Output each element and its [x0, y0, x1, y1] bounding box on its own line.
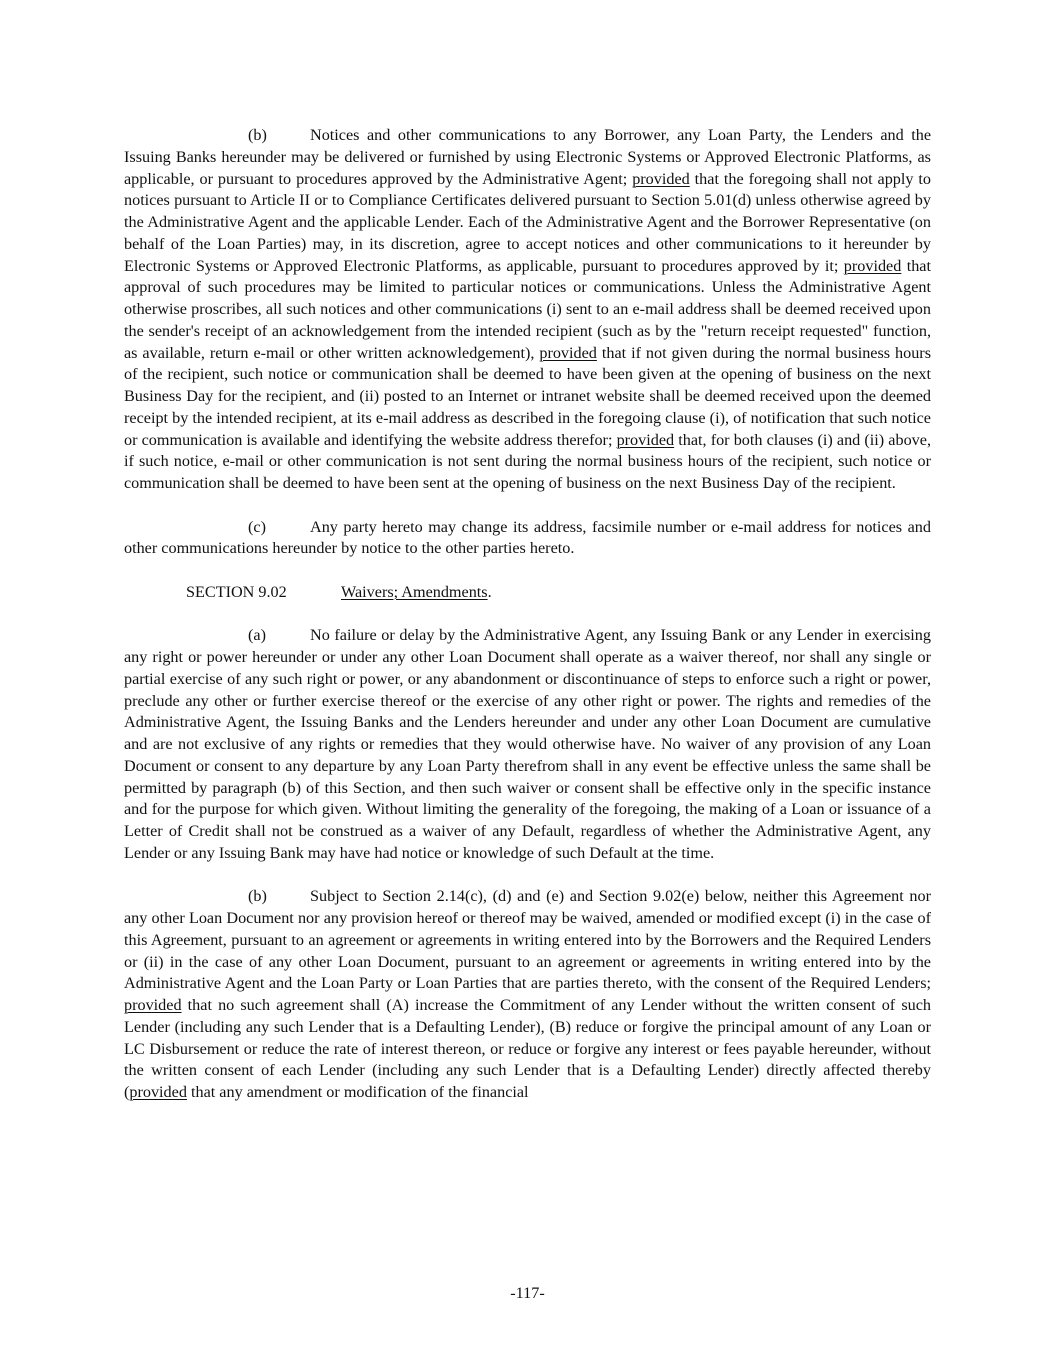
page-number: -117- [510, 1284, 545, 1302]
paragraph-label: (a) [248, 626, 266, 645]
provided-term: provided [843, 256, 902, 275]
provided-term: provided [539, 343, 597, 362]
section-heading: SECTION 9.02 Waivers; Amendments. [124, 582, 931, 604]
paragraph-amendments: (b) Subject to Section 2.14(c), (d) and (e) and Section 9.02(e) below, neither this Agreement nor any other Loan Document nor any provision hereof or thereof may be waived, amended or modified except (i) in the case of this Agreement, pursuant to an agreement or agreements in writing entered into by the Borrowers and the Required Lenders or (ii) in the case of any other Loan Document, pursuant to an agreement or agreements in writing entered into by the Administrative Agent and the Loan Party or Loan Parties that are parties thereto, with the consent of the Required Lenders; provided that no such agreement shall (A) increase the Commitment of any Lender without the written consent of such Lender (including any such Lender that is a Defaulting Lender), (B) reduce or forgive the principal amount of any Loan or LC Disbursement or reduce the rate of interest thereon, or reduce or forgive any interest or fees payable hereunder, without the written consent of each Lender (including any such Lender that is a Defaulting Lender) directly affected thereby (provided that any amendment or modification of the financial [124, 887, 931, 1101]
paragraph-notices-electronic: (b) Notices and other communications to any Borrower, any Loan Party, the Lenders and the Issuing Banks hereunder may be delivered or furnished by using Electronic Systems or Approved Electronic Platforms, as applicable, or pursuant to procedures approved by the Administrative Agent; provided that the foregoing shall not apply to notices pursuant to Article II or to Compliance Certificates delivered pursuant to Section 5.01(d) unless otherwise agreed by the Administrative Agent and the applicable Lender. Each of the Administrative Agent and the Borrower Representative (on behalf of the Loan Parties) may, in its discretion, agree to accept notices and other communications to it hereunder by Electronic Systems or Approved Electronic Platforms, as applicable, pursuant to procedures approved by it; provided that approval of such procedures may be limited to particular notices or communications. Unless the Administrative Agent otherwise proscribes, all such notices and other communications (i) sent to an e-mail address shall be deemed received upon the sender's receipt of an acknowledgement from the intended recipient (such as by the "return receipt requested" function, as available, return e-mail or other written acknowledgement), provided that if not given during the normal business hours of the recipient, such notice or communication shall be deemed to have been given at the opening of business on the next Business Day for the recipient, and (ii) posted to an Internet or intranet website shall be deemed received upon the deemed receipt by the intended recipient, at its e-mail address as described in the foregoing clause (i), of notification that such notice or communication is available and identifying the website address therefor; provided that, for both clauses (i) and (ii) above, if such notice, e-mail or other communication is not sent during the normal business hours of the recipient, such notice or communication shall be deemed to have been sent at the opening of business on the next Business Day of the recipient. [124, 126, 932, 492]
paragraph-label: (b) [248, 887, 267, 906]
provided-term: provided [632, 169, 690, 188]
provided-term: provided [616, 430, 675, 449]
paragraph-change-address: (c) Any party hereto may change its address, facsimile number or e-mail address for notices and other communications hereunder by notice to the other parties hereto. [124, 517, 931, 558]
paragraph-label: (b) [248, 126, 267, 144]
paragraph-label: (c) [248, 517, 266, 536]
provided-term: provided [124, 996, 182, 1014]
paragraph-waivers: (a) No failure or delay by the Administrative Agent, any Issuing Bank or any Lender in exercising any right or power hereunder or under any other Loan Document shall operate as a waiver thereof, nor shall any single or partial exercise of any such right or power, or any abandonment or discontinuance of steps to enforce such a right or power, preclude any other or further exercise thereof or the exercise of any other right or power. The rights and remedies of the Administrative Agent, the Issuing Banks and the Lenders hereunder and under any other Loan Document are cumulative and are not exclusive of any rights or remedies that they would otherwise have. No waiver of any provision of any Loan Document or consent to any departure by any Loan Party therefrom shall in any event be effective unless the same shall be permitted by paragraph (b) of this Section, and then such waiver or consent shall be effective only in the specific instance and for the purpose for which given. Without limiting the generality of the foregoing, the making of a Loan or issuance of a Letter of Credit shall not be construed as a waiver of any Default, regardless of whether the Administrative Agent, any Lender or any Issuing Bank may have had notice or knowledge of such Default at the time. [124, 626, 931, 862]
section-title: Waivers; Amendments [341, 582, 488, 601]
document-page [124, 125, 931, 1126]
provided-term: provided [129, 1083, 187, 1101]
section-number: SECTION 9.02 [186, 582, 287, 601]
